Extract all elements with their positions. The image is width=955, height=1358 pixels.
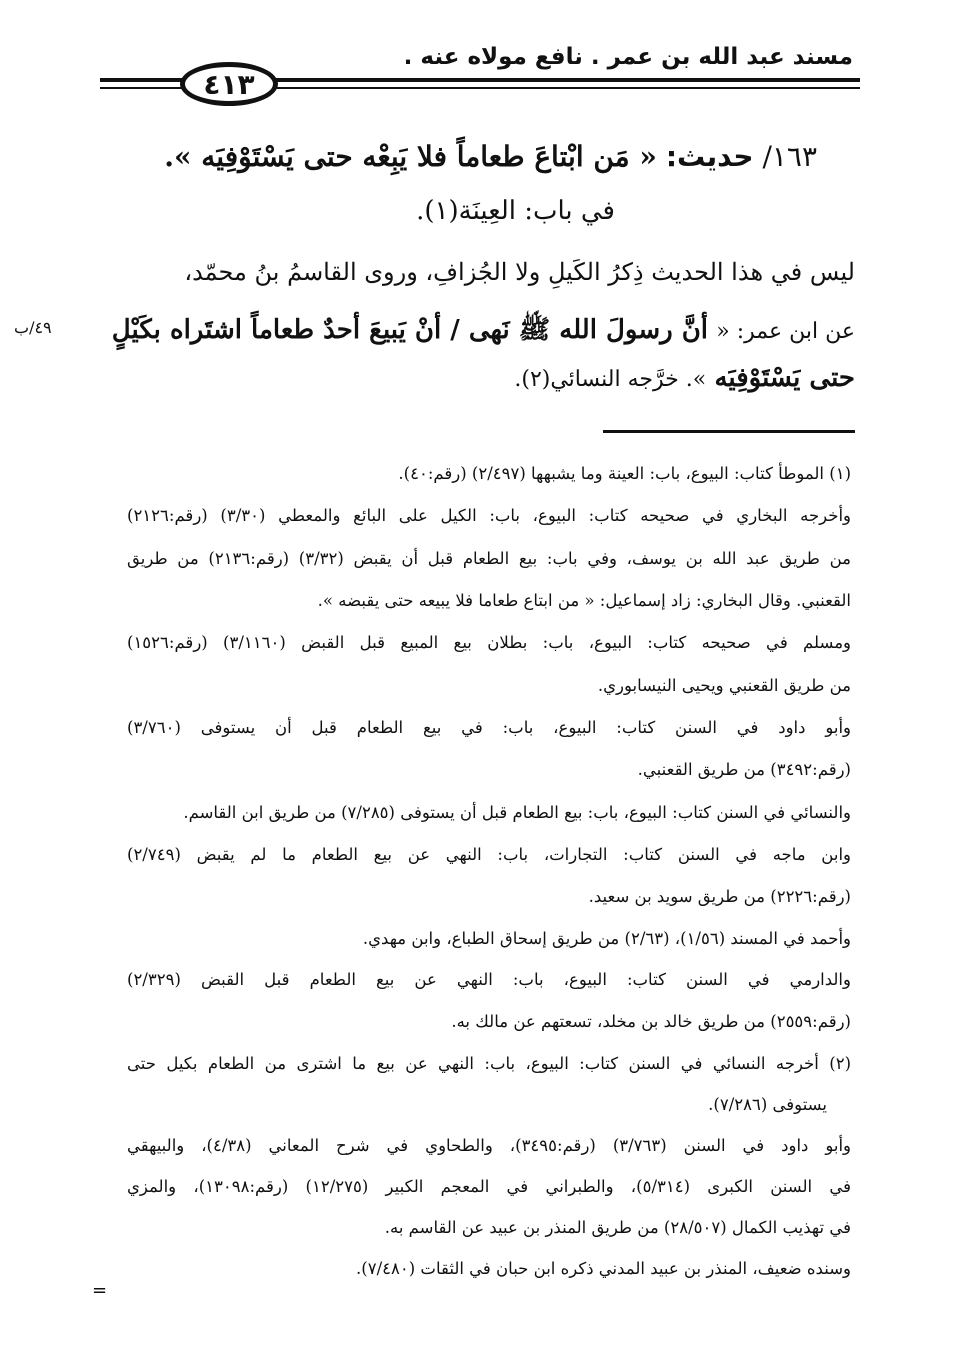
text-line-4 — [112, 313, 855, 351]
running-head: مسند عبد الله بن عمر . نافع مولاه عنه . — [403, 44, 853, 70]
footnote-line: وأبو داود في السنن كتاب: البيوع، باب: في بيع الطعام قبل أن يستوفى (٣/٧٦٠) — [127, 718, 851, 737]
marginal-folio-note: ٤٩/ب — [14, 318, 52, 337]
footnote-line: من طريق عبد الله بن يوسف، وفي باب: بيع الطعام قبل أن يقبض (٣/٣٢) (رقم:٢١٣٦) من طريق — [127, 549, 852, 568]
footnote-line: (١) الموطأ كتاب: البيوع، باب: العينة وما يشبهها (٢/٤٩٧) (رقم:٤٠). — [398, 464, 851, 483]
line4-quote: أنَّ رسولَ الله ﷺ نَهى / أنْ يَبيعَ أحدٌ طعاماً اشتَراه بكَيْلٍ — [111, 315, 709, 345]
footnote-line: يستوفى (٧/٢٨٦). — [708, 1095, 827, 1114]
hadith-label: حديث: — [665, 140, 754, 173]
footnote-line: والنسائي في السنن كتاب: البيوع، باب: بيع الطعام قبل أن يستوفى (٧/٢٨٥) من طريق ابن القاسم. — [183, 803, 851, 822]
footnote-line: (رقم:٢٥٥٩) من طريق خالد بن مخلد، تسعتهم عن مالك به. — [451, 1012, 851, 1031]
text-line-5 — [514, 363, 855, 393]
footnote-line: (٢) أخرجه النسائي في السنن كتاب: البيوع، باب: النهي عن بيع ما اشترى من الطعام بكيل حتى — [127, 1054, 851, 1073]
footnote-line: وسنده ضعيف، المنذر بن عبيد المدني ذكره ابن حبان في الثقات (٧/٤٨٠). — [356, 1259, 851, 1278]
footnote-line: (رقم:٢٢٢٦) من طريق سويد بن سعيد. — [588, 887, 851, 906]
line5-quote: حتى يَسْتَوْفِيَه — [714, 363, 855, 393]
footnote-line: (رقم:٣٤٩٢) من طريق القعنبي. — [637, 760, 851, 779]
hadith-heading — [164, 140, 817, 173]
footnote-line: وأحمد في المسند (١/٥٦)، (٢/٦٣) من طريق إسحاق الطباع، وابن مهدي. — [362, 929, 851, 948]
footnote-line: في السنن الكبرى (٥/٣١٤)، والطبراني في المعجم الكبير (١٢/٢٧٥) (رقم:١٣٠٩٨)، والمزي — [127, 1177, 851, 1196]
bab-line: في باب: العِينَة(١). — [416, 196, 615, 226]
footnote-line: وأبو داود في السنن (٣/٧٦٣) (رقم:٣٤٩٥)، والطحاوي في شرح المعاني (٤/٣٨)، والبيهقي — [127, 1136, 852, 1155]
footnote-line: القعنبي. وقال البخاري: زاد إسماعيل: « من ابتاع طعاما فلا يبيعه حتى يقبضه ». — [317, 591, 851, 610]
page-end-mark: = — [92, 1280, 108, 1301]
footnote-line: ومسلم في صحيحه كتاب: البيوع، باب: بطلان بيع المبيع قبل القبض (٣/١١٦٠) (رقم:١٥٢٦) — [127, 633, 852, 652]
footnote-separator — [603, 430, 855, 433]
text-line-3: ليس في هذا الحديث ذِكرُ الكَيلِ ولا الجُزافِ، وروى القاسمُ بنُ محمّد، — [184, 258, 855, 286]
footnote-line: والدارمي في السنن كتاب: البيوع، باب: النهي عن بيع الطعام قبل القبض (٢/٣٢٩) — [127, 970, 851, 989]
main-text — [95, 0, 855, 420]
line4-prefix: عن ابن عمر: « — [716, 319, 855, 344]
hadith-quote: « مَن ابْتاعَ طعاماً فلا يَبِعْه حتى يَسْتَوْفِيَه ». — [164, 140, 657, 173]
footnote-line: وأخرجه البخاري في صحيحه كتاب: البيوع، باب: الكيل على البائع والمعطي (٣/٣٠) (رقم:٢١٢٦) — [127, 506, 852, 525]
footnote-line: في تهذيب الكمال (٢٨/٥٠٧) من طريق المنذر بن عبيد عن القاسم به. — [384, 1218, 851, 1237]
footnote-line: من طريق القعنبي ويحيى النيسابوري. — [597, 676, 851, 695]
footnote-line: وابن ماجه في السنن كتاب: التجارات، باب: النهي عن بيع الطعام ما لم يقبض (٢/٧٤٩) — [127, 845, 851, 864]
line5-suffix: ». خرَّجه النسائي(٢). — [514, 367, 707, 392]
page-number: ٤١٣ — [180, 62, 278, 106]
hadith-number: ١٦٣/ — [762, 140, 817, 173]
